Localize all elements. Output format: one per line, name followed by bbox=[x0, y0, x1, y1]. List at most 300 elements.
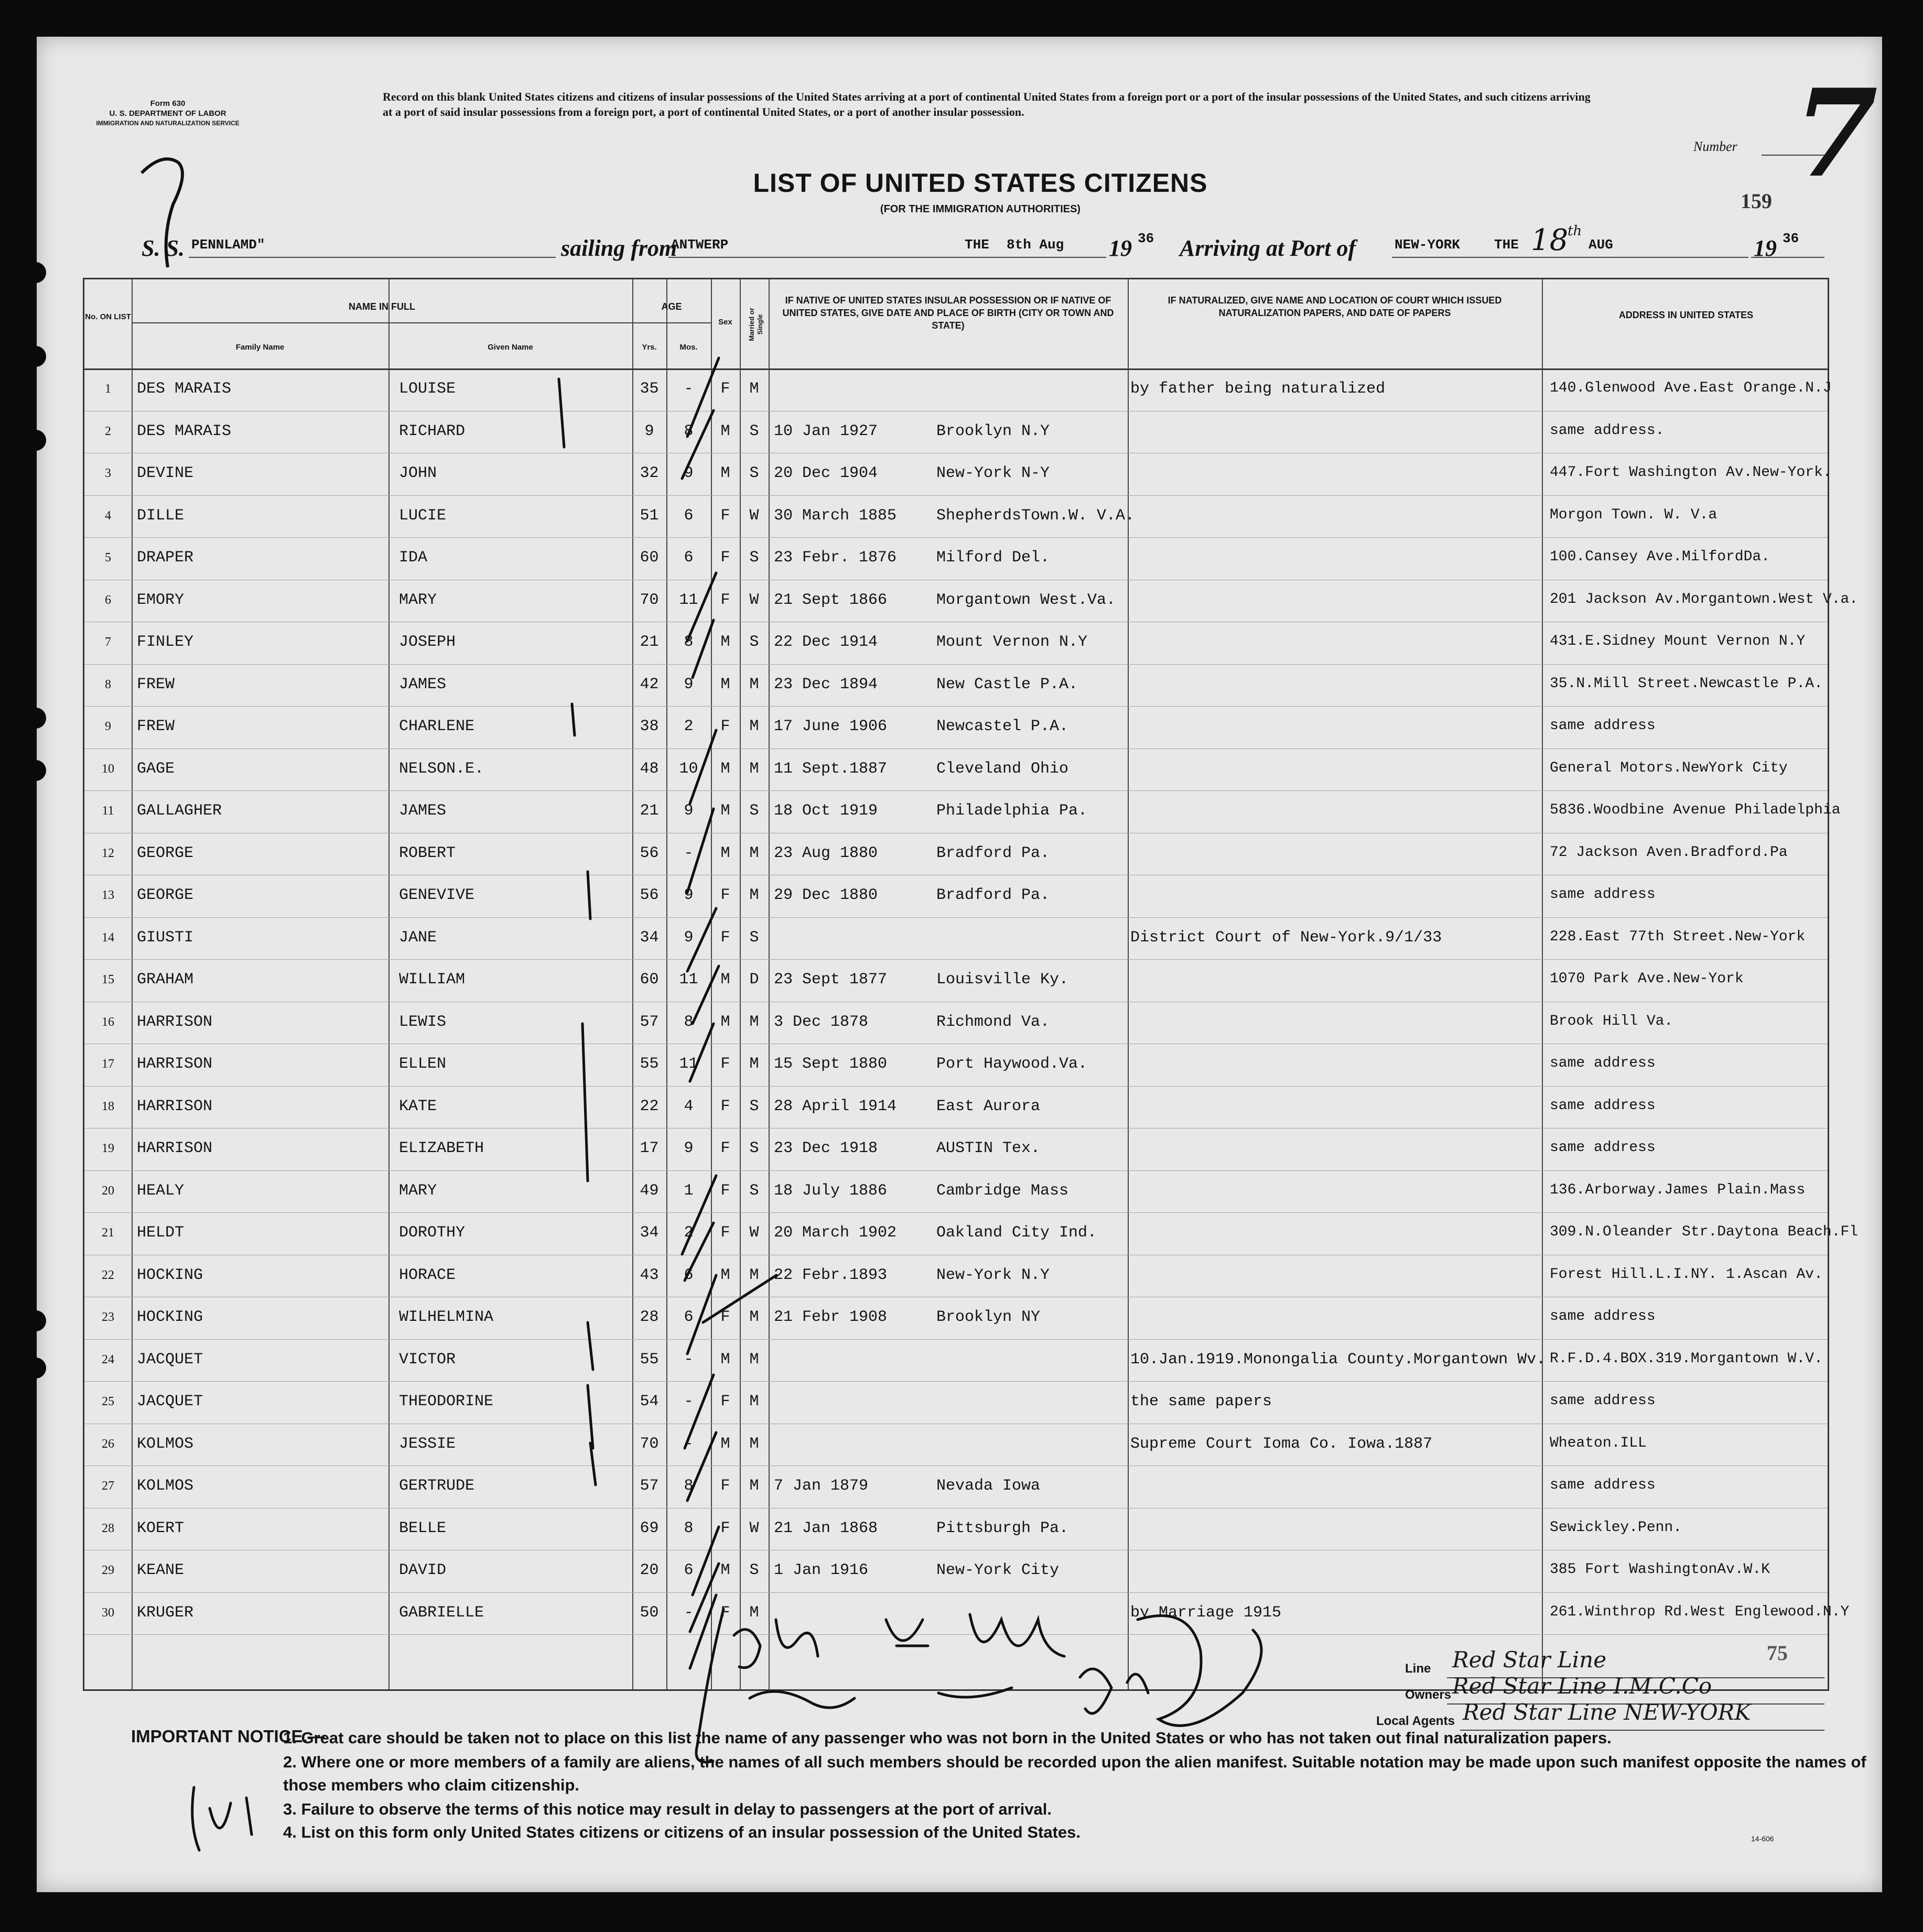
cell-marital: S bbox=[749, 549, 759, 567]
cell-marital: M bbox=[749, 1350, 759, 1369]
owners-value: Red Star Line I.M.C.Co bbox=[1452, 1673, 1712, 1699]
col-name-in-full: NAME IN FULL bbox=[349, 301, 415, 312]
cell-given-name: KATE bbox=[399, 1097, 437, 1115]
cell-years: 54 bbox=[640, 1393, 659, 1410]
cell-no: 21 bbox=[102, 1226, 114, 1240]
cell-family-name: HOCKING bbox=[137, 1308, 203, 1326]
cell-no: 29 bbox=[102, 1564, 114, 1577]
cell-no: 12 bbox=[102, 846, 114, 860]
cell-address: same address bbox=[1550, 1139, 1656, 1156]
cell-address: 385 Fort WashingtonAv.W.K bbox=[1550, 1561, 1770, 1578]
punch-hole bbox=[25, 760, 46, 781]
cell-family-name: HEALY bbox=[137, 1181, 185, 1200]
notice-heading: IMPORTANT NOTICE.— bbox=[131, 1727, 325, 1746]
punch-hole bbox=[25, 708, 46, 729]
punch-hole bbox=[25, 1358, 46, 1379]
cell-given-name: WILLIAM bbox=[399, 971, 466, 989]
cell-address: Morgon Town. W. V.a bbox=[1550, 506, 1717, 523]
cell-years: 70 bbox=[640, 591, 659, 609]
col-given-name: Given Name bbox=[488, 343, 533, 352]
cell-marital: S bbox=[749, 464, 759, 482]
cell-sex: F bbox=[720, 1393, 730, 1410]
cell-sex: F bbox=[720, 718, 730, 735]
footer-code: 14-606 bbox=[1751, 1835, 1774, 1843]
cell-months: 11 bbox=[679, 591, 698, 609]
cell-years: 32 bbox=[640, 464, 659, 482]
cell-months: 1 bbox=[684, 1181, 694, 1200]
arrival-day-suffix: th bbox=[1568, 223, 1582, 239]
cell-marital: S bbox=[749, 633, 759, 651]
cell-sex: M bbox=[720, 971, 730, 989]
cell-given-name: ELIZABETH bbox=[399, 1139, 484, 1157]
cell-address: Sewickley.Penn. bbox=[1550, 1519, 1682, 1536]
cell-months: 11 bbox=[679, 971, 698, 989]
cell-family-name: GALLAGHER bbox=[137, 802, 222, 820]
cell-given-name: DAVID bbox=[399, 1561, 447, 1579]
cell-no: 30 bbox=[102, 1605, 114, 1620]
cell-months: 11 bbox=[679, 1055, 698, 1073]
cell-given-name: JOSEPH bbox=[399, 633, 456, 651]
cell-address: R.F.D.4.BOX.319.Morgantown W.V. bbox=[1550, 1350, 1823, 1367]
cell-given-name: MARY bbox=[399, 591, 437, 609]
cell-marital: M bbox=[749, 675, 759, 693]
port-from-underline bbox=[668, 257, 973, 258]
cell-address: same address bbox=[1550, 1308, 1656, 1325]
cell-naturalization: by Marriage 1915 bbox=[1130, 1603, 1282, 1622]
notice-item: 3. Failure to observe the terms of this notice may result in delay to passengers at the port of arrival. bbox=[283, 1800, 1052, 1818]
cell-sex: F bbox=[720, 886, 730, 904]
col-naturalized: IF NATURALIZED, GIVE NAME AND LOCATION OF COURT WHICH ISSUED NATURALIZATION PAPERS, AND DATE OF PAPERS bbox=[1168, 295, 1502, 318]
cell-address: 136.Arborway.James Plain.Mass bbox=[1550, 1181, 1806, 1198]
cell-marital: M bbox=[749, 1393, 759, 1410]
year2-prefix: 19 bbox=[1754, 235, 1777, 261]
cell-address: Wheaton.ILL bbox=[1550, 1435, 1647, 1451]
cell-birth-place: ShepherdsTown.W. V.A. bbox=[936, 506, 1135, 525]
check-marks bbox=[84, 279, 1828, 1689]
cell-given-name: NELSON.E. bbox=[399, 759, 484, 778]
cell-no: 2 bbox=[105, 424, 111, 438]
cell-years: 51 bbox=[640, 506, 659, 525]
total-stamp: 75 bbox=[1767, 1641, 1788, 1665]
cell-naturalization: District Court of New-York.9/1/33 bbox=[1130, 928, 1442, 947]
cell-birth-place: New-York N-Y bbox=[936, 464, 1050, 482]
cell-address: same address bbox=[1550, 718, 1656, 734]
cell-family-name: HARRISON bbox=[137, 1097, 213, 1115]
cell-sex: F bbox=[720, 1055, 730, 1073]
col-family-name: Family Name bbox=[235, 343, 285, 352]
cell-given-name: GABRIELLE bbox=[399, 1603, 484, 1622]
cell-address: same address bbox=[1550, 1097, 1656, 1114]
cell-months: - bbox=[684, 1350, 694, 1369]
arrival-day: 18 bbox=[1531, 223, 1569, 257]
cell-family-name: HARRISON bbox=[137, 1139, 213, 1157]
number-label: Number bbox=[1693, 139, 1737, 154]
col-mos: Mos. bbox=[679, 343, 698, 352]
cell-months: 8 bbox=[684, 633, 694, 651]
cell-given-name: IDA bbox=[399, 549, 428, 567]
cell-no: 20 bbox=[102, 1184, 114, 1198]
cell-family-name: FREW bbox=[137, 718, 175, 735]
cell-years: 34 bbox=[640, 1224, 659, 1242]
cell-birth-place: Cleveland Ohio bbox=[936, 759, 1069, 778]
cell-years: 69 bbox=[640, 1519, 659, 1537]
cell-no: 9 bbox=[105, 720, 111, 733]
col-marital: Married or Single bbox=[748, 308, 764, 341]
cell-months: - bbox=[684, 1603, 694, 1622]
cell-birth-place: Bradford Pa. bbox=[936, 886, 1050, 904]
cell-family-name: DES MARAIS bbox=[137, 380, 232, 398]
cell-address: 261.Winthrop Rd.West Englewood.N.Y bbox=[1550, 1603, 1850, 1620]
punch-hole bbox=[25, 346, 46, 367]
cell-address: General Motors.NewYork City bbox=[1550, 759, 1788, 776]
cell-address: same address bbox=[1550, 1055, 1656, 1071]
cell-marital: M bbox=[749, 1055, 759, 1073]
cell-address: same address bbox=[1550, 1393, 1656, 1409]
cell-years: 21 bbox=[640, 633, 659, 651]
cell-birth-place: Philadelphia Pa. bbox=[936, 802, 1088, 820]
cell-birth-date: 18 Oct 1919 bbox=[774, 802, 878, 820]
cell-given-name: RICHARD bbox=[399, 422, 466, 440]
cell-birth-date: 23 Sept 1877 bbox=[774, 971, 888, 989]
page-stamp: 159 bbox=[1741, 189, 1772, 213]
cell-birth-place: New Castle P.A. bbox=[936, 675, 1078, 693]
cell-family-name: HARRISON bbox=[137, 1055, 213, 1073]
cell-sex: M bbox=[720, 1266, 730, 1284]
cell-address: 201 Jackson Av.Morgantown.West V.a. bbox=[1550, 591, 1859, 607]
cell-given-name: GERTRUDE bbox=[399, 1477, 475, 1495]
col-age: AGE bbox=[661, 301, 682, 312]
cell-marital: S bbox=[749, 1139, 759, 1157]
cell-no: 18 bbox=[102, 1099, 114, 1113]
cell-years: 57 bbox=[640, 1477, 659, 1495]
cell-birth-date: 23 Febr. 1876 bbox=[774, 549, 897, 567]
cell-address: 447.Fort Washington Av.New-York. bbox=[1550, 464, 1832, 481]
cell-marital: M bbox=[749, 759, 759, 778]
the-label: THE bbox=[965, 237, 989, 253]
cell-family-name: KRUGER bbox=[137, 1603, 194, 1622]
cell-years: 57 bbox=[640, 1013, 659, 1031]
col-birth: IF NATIVE OF UNITED STATES INSULAR POSSESSION OR IF NATIVE OF UNITED STATES, GIVE DATE AND PLACE OF BIRTH (CITY OR TOWN AND STATE) bbox=[782, 295, 1114, 331]
cell-no: 25 bbox=[102, 1395, 114, 1408]
cell-address: 100.Cansey Ave.MilfordDa. bbox=[1550, 549, 1770, 565]
punch-hole bbox=[25, 430, 46, 451]
cell-months: 2 bbox=[684, 718, 694, 735]
cell-months: - bbox=[684, 1435, 694, 1453]
cell-address: 5836.Woodbine Avenue Philadelphia bbox=[1550, 802, 1841, 818]
cell-months: 8 bbox=[684, 422, 694, 440]
cell-marital: M bbox=[749, 718, 759, 735]
notice-item: 4. List on this form only United States citizens or citizens of an insular possession of the United States. bbox=[283, 1823, 1081, 1841]
cell-no: 10 bbox=[102, 762, 114, 776]
cell-years: 35 bbox=[640, 380, 659, 398]
cell-birth-date: 17 June 1906 bbox=[774, 718, 888, 735]
cell-no: 11 bbox=[102, 804, 114, 818]
cell-birth-place: New-York N.Y bbox=[936, 1266, 1050, 1284]
cell-no: 13 bbox=[102, 888, 114, 902]
cell-months: - bbox=[684, 1393, 694, 1410]
cell-marital: S bbox=[749, 1561, 759, 1579]
cell-months: 6 bbox=[684, 1561, 694, 1579]
cell-sex: F bbox=[720, 1477, 730, 1495]
cell-no: 16 bbox=[102, 1015, 114, 1029]
cell-birth-date: 11 Sept.1887 bbox=[774, 759, 888, 778]
cell-years: 17 bbox=[640, 1139, 659, 1157]
the-label-2: THE bbox=[1494, 237, 1519, 253]
col-sex: Sex bbox=[718, 318, 732, 327]
line-value: Red Star Line bbox=[1452, 1647, 1607, 1673]
cell-family-name: JACQUET bbox=[137, 1350, 203, 1369]
cell-given-name: ROBERT bbox=[399, 844, 456, 862]
cell-marital: M bbox=[749, 1435, 759, 1453]
cell-family-name: FINLEY bbox=[137, 633, 194, 651]
cell-no: 4 bbox=[105, 508, 111, 523]
port-to: NEW-YORK bbox=[1395, 237, 1460, 253]
page-subtitle: (FOR THE IMMIGRATION AUTHORITIES) bbox=[880, 203, 1081, 215]
cell-given-name: JANE bbox=[399, 928, 437, 947]
cell-months: 8 bbox=[684, 1477, 694, 1495]
cell-birth-place: Louisville Ky. bbox=[936, 971, 1069, 989]
cell-naturalization: Supreme Court Ioma Co. Iowa.1887 bbox=[1130, 1435, 1433, 1453]
punch-hole bbox=[25, 262, 46, 283]
cell-no: 17 bbox=[102, 1057, 114, 1071]
cell-sex: M bbox=[720, 844, 730, 862]
cell-family-name: EMORY bbox=[137, 591, 185, 609]
cell-birth-date: 1 Jan 1916 bbox=[774, 1561, 869, 1579]
cell-given-name: JOHN bbox=[399, 464, 437, 482]
cell-no: 6 bbox=[105, 593, 111, 607]
cell-birth-place: Richmond Va. bbox=[936, 1013, 1050, 1031]
cell-years: 20 bbox=[640, 1561, 659, 1579]
cell-family-name: DES MARAIS bbox=[137, 422, 232, 440]
handwritten-mark-bottom bbox=[173, 1777, 278, 1861]
cell-years: 55 bbox=[640, 1055, 659, 1073]
cell-months: 6 bbox=[684, 1266, 694, 1284]
notice-item: 1. Great care should be taken not to place on this list the name of any passenger who was not born in the United States or who has not taken out final naturalization papers. bbox=[283, 1729, 1612, 1747]
cell-address: same address bbox=[1550, 1477, 1656, 1493]
cell-months: 10 bbox=[679, 759, 698, 778]
cell-sex: M bbox=[720, 1561, 730, 1579]
cell-marital: M bbox=[749, 1266, 759, 1284]
cell-given-name: VICTOR bbox=[399, 1350, 456, 1369]
cell-family-name: GEORGE bbox=[137, 844, 194, 862]
cell-birth-place: Oakland City Ind. bbox=[936, 1224, 1097, 1242]
cell-family-name: GIUSTI bbox=[137, 928, 194, 947]
cell-months: 2 bbox=[684, 1224, 694, 1242]
cell-family-name: HOCKING bbox=[137, 1266, 203, 1284]
cell-birth-date: 15 Sept 1880 bbox=[774, 1055, 888, 1073]
agents-value: Red Star Line NEW-YORK bbox=[1463, 1699, 1751, 1725]
cell-given-name: THEODORINE bbox=[399, 1393, 494, 1410]
cell-family-name: HARRISON bbox=[137, 1013, 213, 1031]
sailing-from-label: sailing from bbox=[561, 235, 677, 261]
punch-hole bbox=[25, 1310, 46, 1331]
manifest-sheet bbox=[37, 37, 1892, 1892]
cell-sex: M bbox=[720, 1435, 730, 1453]
cell-marital: M bbox=[749, 886, 759, 904]
cell-address: 431.E.Sidney Mount Vernon N.Y bbox=[1550, 633, 1806, 649]
passenger-table bbox=[83, 278, 1859, 1691]
department-name: U. S. DEPARTMENT OF LABOR bbox=[109, 109, 226, 118]
cell-given-name: BELLE bbox=[399, 1519, 447, 1537]
cell-given-name: LOUISE bbox=[399, 380, 456, 398]
cell-no: 14 bbox=[102, 930, 114, 945]
cell-months: 8 bbox=[684, 1519, 694, 1537]
cell-birth-date: 21 Febr 1908 bbox=[774, 1308, 888, 1326]
cell-sex: F bbox=[720, 591, 730, 609]
col-yrs: Yrs. bbox=[642, 343, 657, 352]
cell-birth-place: Pittsburgh Pa. bbox=[936, 1519, 1069, 1537]
cell-marital: W bbox=[749, 506, 759, 525]
cell-sex: F bbox=[720, 380, 730, 398]
cell-birth-place: Brooklyn NY bbox=[936, 1308, 1041, 1326]
cell-years: 42 bbox=[640, 675, 659, 693]
cell-years: 49 bbox=[640, 1181, 659, 1200]
cell-no: 27 bbox=[102, 1479, 114, 1493]
year2-underline bbox=[1751, 257, 1824, 258]
cell-birth-date: 29 Dec 1880 bbox=[774, 886, 878, 904]
year-suffix: 36 bbox=[1138, 231, 1154, 246]
cell-family-name: DILLE bbox=[137, 506, 185, 525]
cell-birth-place: New-York City bbox=[936, 1561, 1060, 1579]
cell-no: 8 bbox=[105, 677, 111, 691]
list-number: 7 bbox=[1778, 63, 1892, 204]
cell-sex: F bbox=[720, 928, 730, 947]
cell-birth-place: Bradford Pa. bbox=[936, 844, 1050, 862]
cell-birth-place: East Aurora bbox=[936, 1097, 1041, 1115]
cell-years: 55 bbox=[640, 1350, 659, 1369]
cell-birth-place: Newcastel P.A. bbox=[936, 718, 1069, 735]
cell-birth-date: 3 Dec 1878 bbox=[774, 1013, 869, 1031]
cell-birth-date: 23 Dec 1918 bbox=[774, 1139, 878, 1157]
cell-marital: S bbox=[749, 1097, 759, 1115]
cell-birth-date: 21 Jan 1868 bbox=[774, 1519, 878, 1537]
cell-address: 228.East 77th Street.New-York bbox=[1550, 928, 1806, 945]
cell-months: 9 bbox=[684, 1139, 694, 1157]
cell-marital: W bbox=[749, 1224, 759, 1242]
cell-family-name: GEORGE bbox=[137, 886, 194, 904]
cell-no: 3 bbox=[105, 466, 111, 480]
cell-given-name: WILHELMINA bbox=[399, 1308, 494, 1326]
cell-years: 60 bbox=[640, 971, 659, 989]
cell-family-name: KOERT bbox=[137, 1519, 185, 1537]
notice-body bbox=[37, 1727, 1882, 1894]
year-prefix: 19 bbox=[1109, 235, 1132, 261]
cell-sex: F bbox=[720, 1603, 730, 1622]
cell-address: 72 Jackson Aven.Bradford.Pa bbox=[1550, 844, 1788, 861]
cell-sex: F bbox=[720, 1097, 730, 1115]
cell-marital: M bbox=[749, 1603, 759, 1622]
cell-marital: M bbox=[749, 1477, 759, 1495]
cell-no: 1 bbox=[105, 382, 111, 396]
cell-years: 34 bbox=[640, 928, 659, 947]
cell-given-name: ELLEN bbox=[399, 1055, 447, 1073]
cell-marital: S bbox=[749, 802, 759, 820]
cell-birth-place: Brooklyn N.Y bbox=[936, 422, 1050, 440]
cell-no: 22 bbox=[102, 1268, 114, 1282]
cell-given-name: GENEVIVE bbox=[399, 886, 475, 904]
cell-address: 140.Glenwood Ave.East Orange.N.J bbox=[1550, 380, 1832, 396]
port-to-underline bbox=[1392, 257, 1748, 258]
cell-months: 6 bbox=[684, 549, 694, 567]
cell-birth-date: 28 April 1914 bbox=[774, 1097, 897, 1115]
cell-family-name: GRAHAM bbox=[137, 971, 194, 989]
sailing-date-underline bbox=[959, 257, 1106, 258]
cell-naturalization: 10.Jan.1919.Monongalia County.Morgantown Wv. bbox=[1130, 1350, 1546, 1369]
cell-no: 5 bbox=[105, 551, 111, 565]
cell-birth-date: 10 Jan 1927 bbox=[774, 422, 878, 440]
cell-no: 23 bbox=[102, 1310, 114, 1324]
cell-years: 43 bbox=[640, 1266, 659, 1284]
cell-birth-place: Morgantown West.Va. bbox=[936, 591, 1116, 609]
arriving-label: Arriving at Port of bbox=[1180, 235, 1356, 261]
intro-text: Record on this blank United States citizens and citizens of insular possessions of the United States arriving at a port of continental United States from a foreign port or a port of the insular possessions of the United States, and such citizens arriving at a port of said insular possessions from a foreign port, a port of continental United States, or a port of another insular possession. bbox=[383, 90, 1591, 118]
cell-months: - bbox=[684, 844, 694, 862]
cell-given-name: LEWIS bbox=[399, 1013, 447, 1031]
cell-months: 9 bbox=[684, 675, 694, 693]
cell-months: 6 bbox=[684, 506, 694, 525]
cell-given-name: LUCIE bbox=[399, 506, 447, 525]
cell-sex: M bbox=[720, 1350, 730, 1369]
cell-address: same address. bbox=[1550, 422, 1665, 439]
cell-sex: F bbox=[720, 1519, 730, 1537]
cell-sex: F bbox=[720, 1139, 730, 1157]
cell-family-name: FREW bbox=[137, 675, 175, 693]
cell-given-name: JAMES bbox=[399, 675, 447, 693]
cell-birth-place: Nevada Iowa bbox=[936, 1477, 1041, 1495]
cell-years: 22 bbox=[640, 1097, 659, 1115]
cell-years: 56 bbox=[640, 844, 659, 862]
cell-years: 50 bbox=[640, 1603, 659, 1622]
cell-given-name: MARY bbox=[399, 1181, 437, 1200]
notice-item: 2. Where one or more members of a family are aliens, the names of all such members should be recorded upon the alien manifest. Suitable notation may be made upon such manifest opposite the names of those members who claim citizenship. bbox=[283, 1753, 1866, 1794]
service-name: IMMIGRATION AND NATURALIZATION SERVICE bbox=[96, 120, 240, 127]
cell-sex: F bbox=[720, 1181, 730, 1200]
ship-name: PENNLAMD" bbox=[191, 237, 265, 253]
cell-family-name: KOLMOS bbox=[137, 1435, 194, 1453]
cell-birth-date: 18 July 1886 bbox=[774, 1181, 888, 1200]
page-title: LIST OF UNITED STATES CITIZENS bbox=[753, 168, 1208, 198]
cell-naturalization: by father being naturalized bbox=[1130, 380, 1386, 398]
cell-birth-date: 20 Dec 1904 bbox=[774, 464, 878, 482]
cell-months: 9 bbox=[684, 802, 694, 820]
cell-no: 15 bbox=[102, 973, 114, 986]
cell-sex: F bbox=[720, 549, 730, 567]
cell-sex: M bbox=[720, 633, 730, 651]
agents-label: Local Agents bbox=[1376, 1714, 1455, 1728]
cell-birth-place: Cambridge Mass bbox=[936, 1181, 1069, 1200]
cell-years: 48 bbox=[640, 759, 659, 778]
cell-given-name: DOROTHY bbox=[399, 1224, 466, 1242]
col-address: ADDRESS IN UNITED STATES bbox=[1618, 310, 1754, 320]
cell-years: 70 bbox=[640, 1435, 659, 1453]
cell-sex: M bbox=[720, 464, 730, 482]
cell-years: 28 bbox=[640, 1308, 659, 1326]
cell-marital: D bbox=[749, 971, 759, 989]
cell-address: 1070 Park Ave.New-York bbox=[1550, 971, 1744, 987]
cell-family-name: DRAPER bbox=[137, 549, 194, 567]
form-number: Form 630 bbox=[150, 99, 186, 108]
col-no: No. ON LIST bbox=[85, 312, 131, 321]
cell-birth-date: 7 Jan 1879 bbox=[774, 1477, 869, 1495]
cell-months: - bbox=[684, 380, 694, 398]
cell-sex: F bbox=[720, 506, 730, 525]
cell-family-name: DEVINE bbox=[137, 464, 194, 482]
line-label: Line bbox=[1405, 1662, 1431, 1676]
sailing-date: 8th Aug bbox=[1007, 237, 1064, 253]
cell-marital: M bbox=[749, 380, 759, 398]
cell-birth-place: AUSTIN Tex. bbox=[936, 1139, 1041, 1157]
cell-birth-date: 21 Sept 1866 bbox=[774, 591, 888, 609]
